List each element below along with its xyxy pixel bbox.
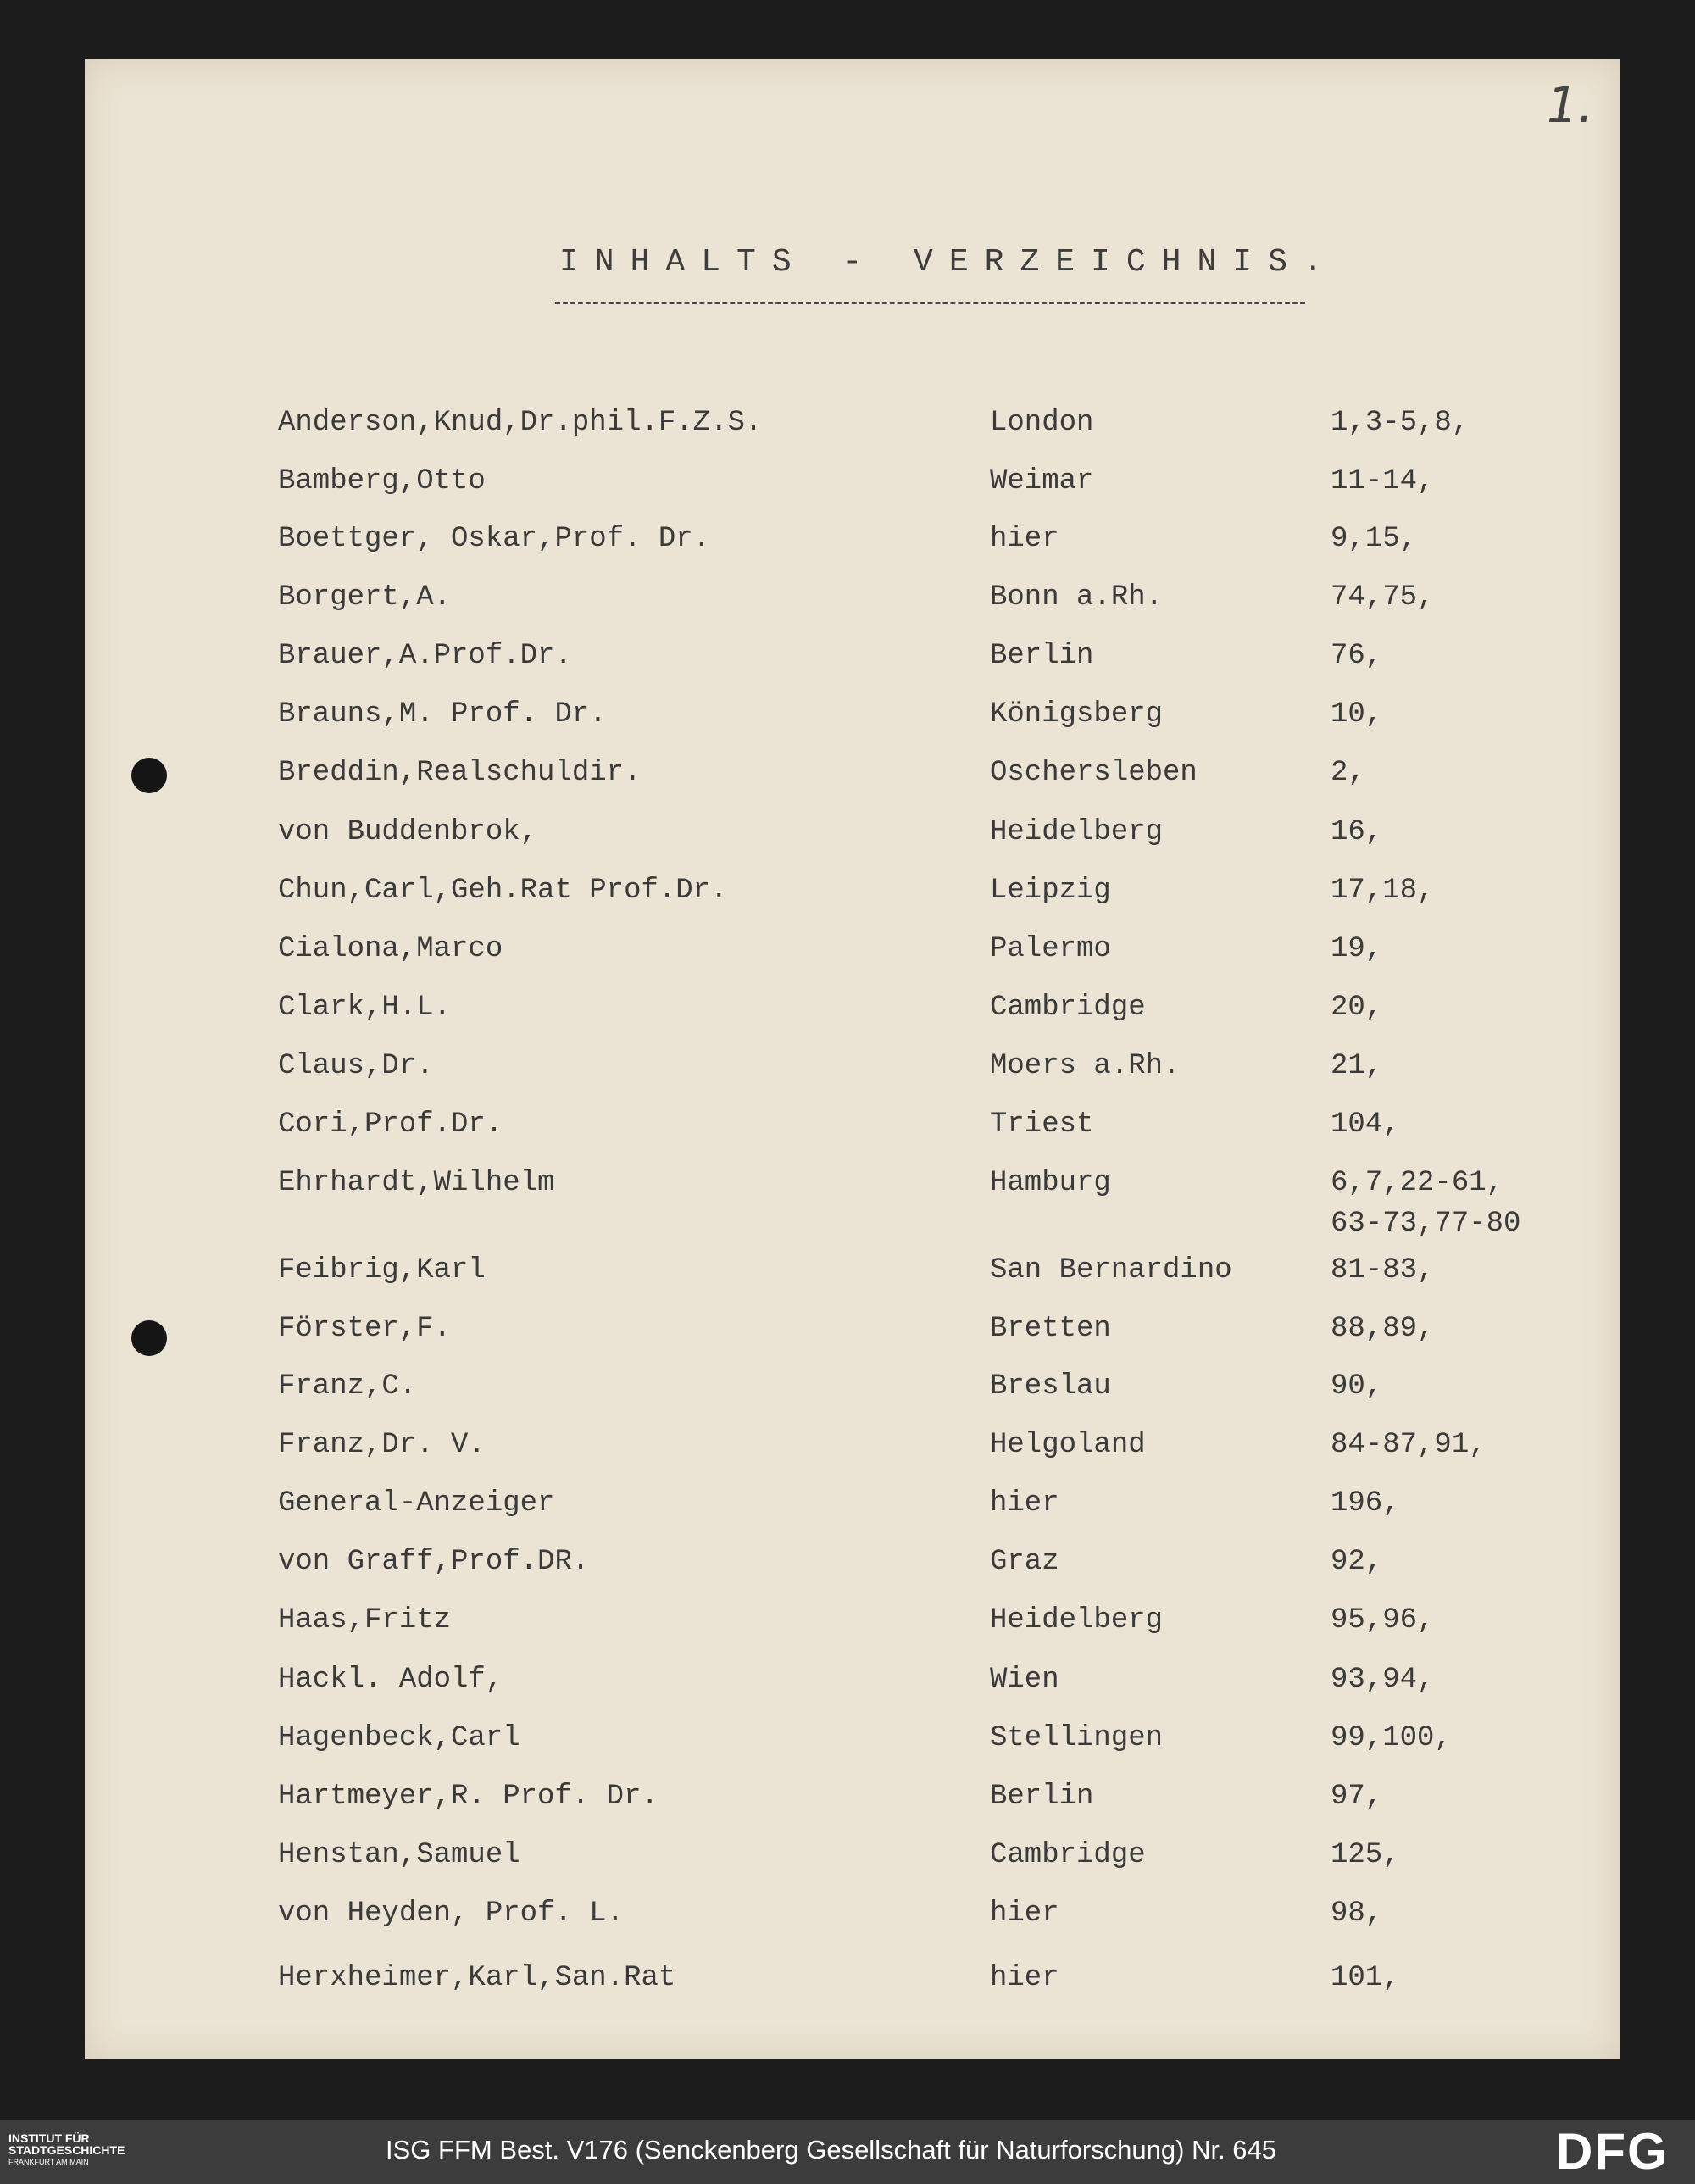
institution-line: INSTITUT FÜR [8, 2131, 90, 2145]
entry-name: Anderson,Knud,Dr.phil.F.Z.S. [278, 407, 763, 439]
entry-pages: 11-14, [1331, 465, 1435, 497]
entry-pages: 104, [1331, 1109, 1400, 1141]
entry-name: Feibrig,Karl [278, 1254, 486, 1287]
entry-pages: 2, [1331, 757, 1365, 789]
entry-pages: 101, [1331, 1962, 1400, 1994]
entry-place: Triest [990, 1109, 1094, 1141]
entry-name: Förster,F. [278, 1313, 452, 1345]
entry-pages: 10, [1331, 698, 1383, 731]
entry-pages: 84-87,91, [1331, 1429, 1487, 1461]
entry-place: Bretten [990, 1313, 1111, 1345]
entry-place: San Bernardino [990, 1254, 1232, 1287]
institution-logo [8, 2132, 125, 2168]
dfg-logo: DFG [1556, 2123, 1669, 2180]
entry-name: Breddin,Realschuldir. [278, 757, 642, 789]
entry-place: London [990, 407, 1094, 439]
entry-pages: 76, [1331, 640, 1383, 672]
entry-name: Henstan,Samuel [278, 1839, 520, 1871]
entry-name: von Graff,Prof.DR. [278, 1546, 590, 1578]
entry-place: Cambridge [990, 1839, 1146, 1871]
entry-place: Cambridge [990, 992, 1146, 1024]
entry-name: Haas,Fritz [278, 1604, 452, 1637]
entry-name: Cialona,Marco [278, 933, 503, 965]
entry-place: Wien [990, 1664, 1059, 1696]
entry-name: Ehrhardt,Wilhelm [278, 1167, 555, 1199]
entry-place: Oschersleben [990, 757, 1198, 789]
entry-pages: 19, [1331, 933, 1383, 965]
archive-caption: ISG FFM Best. V176 (Senckenberg Gesellschaft für Naturforschung) Nr. 645 [386, 2135, 1277, 2165]
institution-line: STADTGESCHICHTE [8, 2143, 125, 2157]
handwritten-page-number: 1. [1547, 76, 1594, 134]
entry-name: Borgert,A. [278, 581, 452, 614]
entry-pages: 6,7,22-61, 63-73,77-80 [1331, 1167, 1521, 1240]
archive-footer [0, 2120, 1695, 2184]
entry-name: Bamberg,Otto [278, 465, 486, 497]
entry-name: Hackl. Adolf, [278, 1664, 503, 1696]
entry-place: Helgoland [990, 1429, 1146, 1461]
title-underline [555, 302, 1305, 304]
entry-name: Chun,Carl,Geh.Rat Prof.Dr. [278, 875, 728, 907]
entry-place: Moers a.Rh. [990, 1050, 1181, 1082]
entry-place: Königsberg [990, 698, 1164, 731]
entry-name: Hartmeyer,R. Prof. Dr. [278, 1781, 659, 1813]
entry-name: Hagenbeck,Carl [278, 1722, 520, 1754]
entry-pages: 88,89, [1331, 1313, 1435, 1345]
entry-name: von Heyden, Prof. L. [278, 1898, 625, 1930]
entry-place: Palermo [990, 933, 1111, 965]
entry-pages: 92, [1331, 1546, 1383, 1578]
entry-pages: 95,96, [1331, 1604, 1435, 1637]
entry-place: hier [990, 1962, 1059, 1994]
entry-pages: 1,3-5,8, [1331, 407, 1470, 439]
entry-pages: 93,94, [1331, 1664, 1435, 1696]
entry-name: Herxheimer,Karl,San.Rat [278, 1962, 676, 1994]
entry-name: Clark,H.L. [278, 992, 452, 1024]
entry-place: Weimar [990, 465, 1094, 497]
entry-pages: 74,75, [1331, 581, 1435, 614]
entry-pages: 98, [1331, 1898, 1383, 1930]
punch-hole [131, 758, 167, 793]
entry-pages: 99,100, [1331, 1722, 1452, 1754]
entry-pages: 17,18, [1331, 875, 1435, 907]
entry-name: Franz,Dr. V. [278, 1429, 486, 1461]
entry-pages: 81-83, [1331, 1254, 1435, 1287]
entry-pages: 9,15, [1331, 523, 1418, 555]
entry-place: Leipzig [990, 875, 1111, 907]
entry-name: Brauns,M. Prof. Dr. [278, 698, 607, 731]
entry-name: Franz,C. [278, 1370, 417, 1403]
entry-name: General-Anzeiger [278, 1487, 555, 1520]
institution-city: FRANKFURT AM MAIN [8, 2158, 89, 2166]
entry-place: hier [990, 523, 1059, 555]
entry-place: Hamburg [990, 1167, 1111, 1199]
entry-place: hier [990, 1487, 1059, 1520]
entry-name: Brauer,A.Prof.Dr. [278, 640, 572, 672]
entry-place: Heidelberg [990, 816, 1164, 848]
entry-pages: 90, [1331, 1370, 1383, 1403]
entry-place: Breslau [990, 1370, 1111, 1403]
entry-place: Heidelberg [990, 1604, 1164, 1637]
entry-name: Cori,Prof.Dr. [278, 1109, 503, 1141]
page-title: INHALTS - VERZEICHNIS. [559, 244, 1339, 281]
entry-pages: 20, [1331, 992, 1383, 1024]
entry-place: Graz [990, 1546, 1059, 1578]
entry-pages: 196, [1331, 1487, 1400, 1520]
entry-name: Claus,Dr. [278, 1050, 434, 1082]
entry-place: Stellingen [990, 1722, 1164, 1754]
entry-pages: 16, [1331, 816, 1383, 848]
entry-pages: 125, [1331, 1839, 1400, 1871]
entry-place: Bonn a.Rh. [990, 581, 1164, 614]
entry-place: Berlin [990, 1781, 1094, 1813]
entry-place: hier [990, 1898, 1059, 1930]
punch-hole [131, 1320, 167, 1356]
entry-name: von Buddenbrok, [278, 816, 538, 848]
entry-name: Boettger, Oskar,Prof. Dr. [278, 523, 711, 555]
entry-pages: 97, [1331, 1781, 1383, 1813]
entry-place: Berlin [990, 640, 1094, 672]
entry-pages: 21, [1331, 1050, 1383, 1082]
document-page [85, 59, 1620, 2059]
